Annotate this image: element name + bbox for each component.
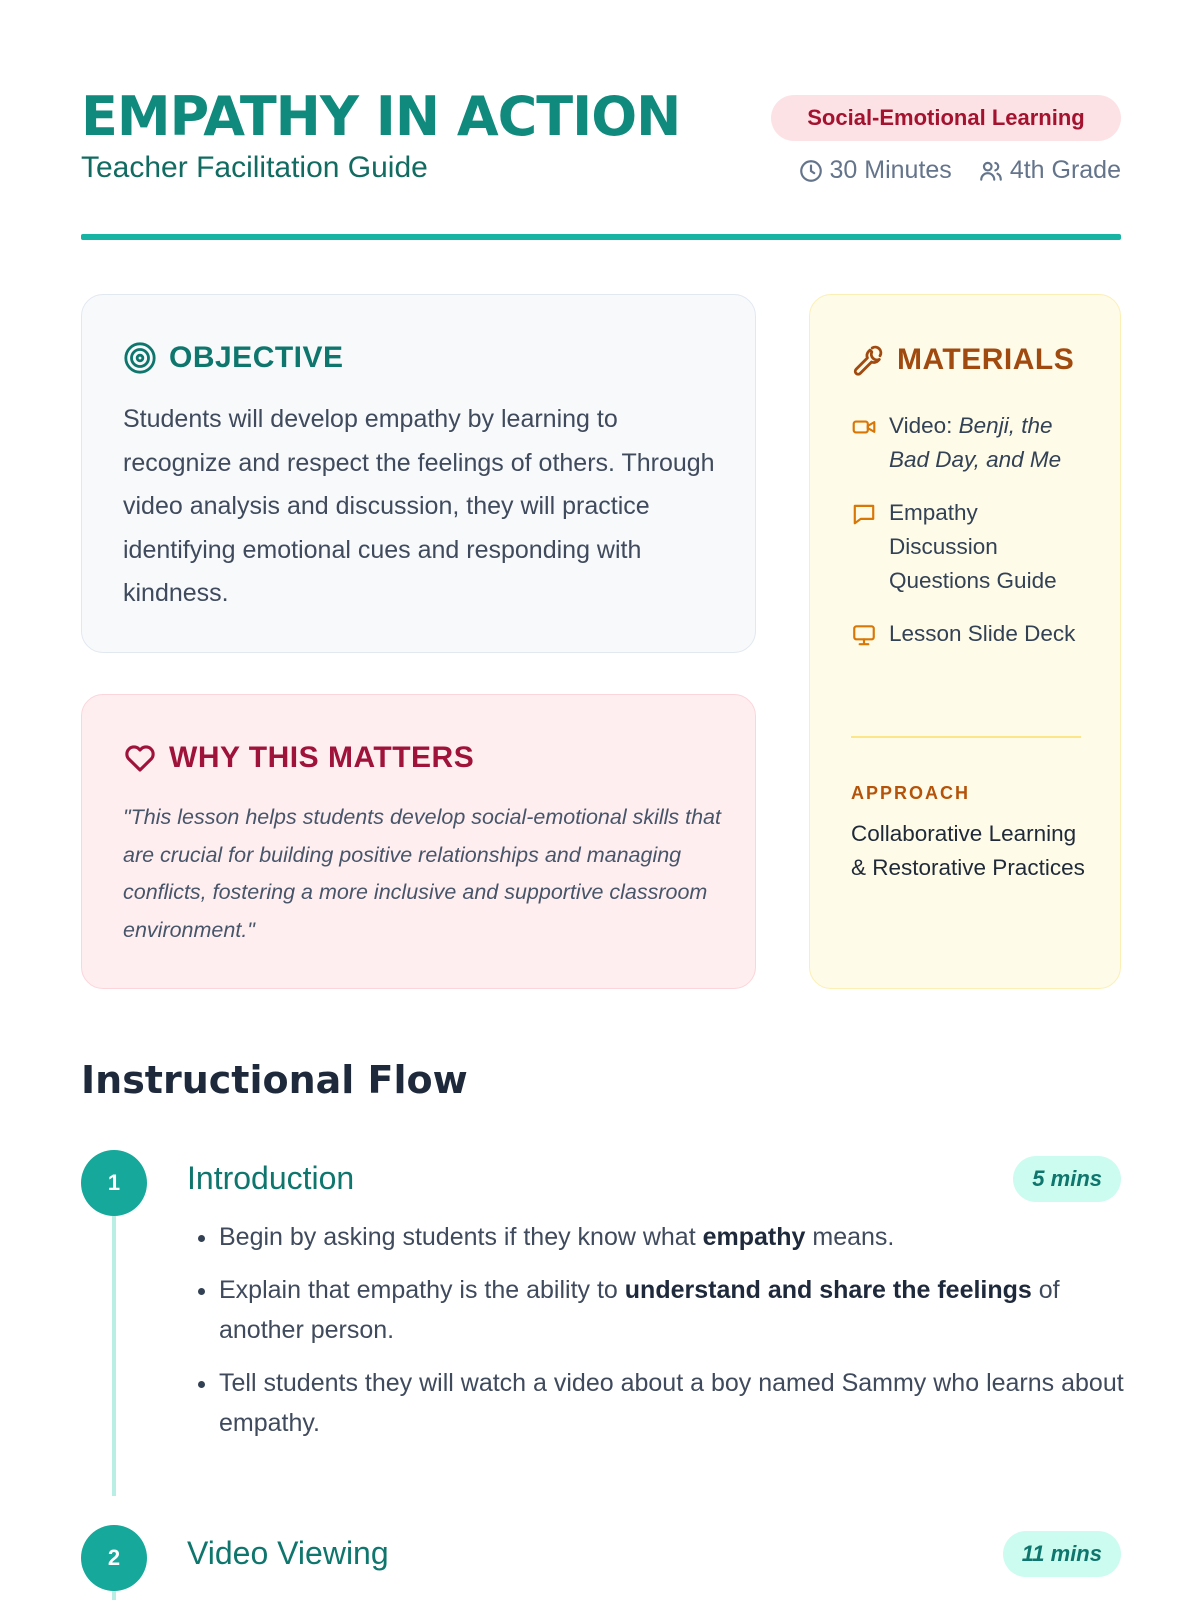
materials-heading-label: MATERIALS <box>897 343 1075 376</box>
objective-heading <box>123 341 344 375</box>
bullet-text: Explain that empathy is the ability to <box>219 1276 625 1304</box>
heart-icon <box>123 741 157 775</box>
step-bullet-list <box>219 1217 1124 1456</box>
step-duration-badge: 11 mins <box>1003 1531 1121 1577</box>
approach-label: APPROACH <box>851 783 971 803</box>
why-heading <box>123 741 474 775</box>
step-title: Video Viewing <box>187 1535 389 1571</box>
step-number-badge: 2 <box>81 1525 147 1591</box>
objective-text: Students will develop empathy by learning to recognize and respect the feelings of others. Through video analysis and discussion, they will practice identifying emotional cues and responding with kindness. <box>123 405 715 607</box>
why-this-matters-card <box>81 694 756 989</box>
bullet-text: of another person. <box>219 1276 1060 1344</box>
users-icon <box>978 158 1004 184</box>
timeline-connector <box>112 1216 116 1496</box>
wrench-icon <box>851 343 885 377</box>
list-item <box>219 1270 1124 1350</box>
material-questions-guide: Empathy Discussion Questions Guide <box>889 500 1057 593</box>
lesson-header <box>81 86 1121 242</box>
step-number-badge: 1 <box>81 1150 147 1216</box>
materials-list <box>851 409 1091 651</box>
list-item <box>851 496 1091 598</box>
flow-section-title: Instructional Flow <box>81 1058 468 1102</box>
objective-card <box>81 294 756 653</box>
materials-card <box>809 294 1121 989</box>
monitor-icon <box>851 622 877 648</box>
list-item <box>219 1217 1124 1257</box>
list-item <box>851 409 1091 477</box>
chat-bubble-icon <box>851 501 877 527</box>
objective-heading-label: OBJECTIVE <box>169 341 344 374</box>
approach-text: Collaborative Learning & Restorative Practices <box>851 821 1085 880</box>
bullet-text: means. <box>805 1223 895 1251</box>
subject-badge: Social-Emotional Learning <box>771 95 1121 141</box>
page-subtitle: Teacher Facilitation Guide <box>81 151 428 184</box>
bullet-emphasis: empathy <box>702 1223 806 1251</box>
list-item <box>851 617 1091 651</box>
material-video-title: Benji, the Bad Day, and Me <box>889 413 1062 472</box>
duration-meta <box>798 156 952 185</box>
page-title: EMPATHY IN ACTION <box>81 85 681 148</box>
clock-icon <box>798 158 824 184</box>
target-icon <box>123 341 157 375</box>
why-heading-label: WHY THIS MATTERS <box>169 741 475 774</box>
duration-text: 30 Minutes <box>829 156 952 184</box>
material-slide-deck: Lesson Slide Deck <box>889 621 1076 646</box>
materials-heading <box>851 343 1074 377</box>
step-duration-badge: 5 mins <box>1013 1156 1121 1202</box>
lesson-meta <box>798 156 1121 185</box>
materials-divider <box>851 736 1081 738</box>
step-title: Introduction <box>187 1160 355 1196</box>
timeline-connector <box>112 1591 116 1600</box>
why-quote: "This lesson helps students develop social-emotional skills that are crucial for building positive relationships and managing conflicts, fostering a more inclusive and supportive classroom environment." <box>123 805 721 942</box>
material-video-prefix: Video: <box>889 413 959 438</box>
bullet-text: Tell students they will watch a video about a boy named Sammy who learns about empathy. <box>219 1369 1124 1437</box>
material-video <box>889 409 1091 477</box>
bullet-emphasis: understand and share the feelings <box>624 1276 1032 1304</box>
video-icon <box>851 414 877 440</box>
bullet-text: Begin by asking students if they know what <box>219 1223 703 1251</box>
header-divider <box>81 234 1121 240</box>
list-item <box>219 1363 1124 1443</box>
grade-meta <box>978 156 1121 185</box>
grade-text: 4th Grade <box>1009 156 1121 184</box>
